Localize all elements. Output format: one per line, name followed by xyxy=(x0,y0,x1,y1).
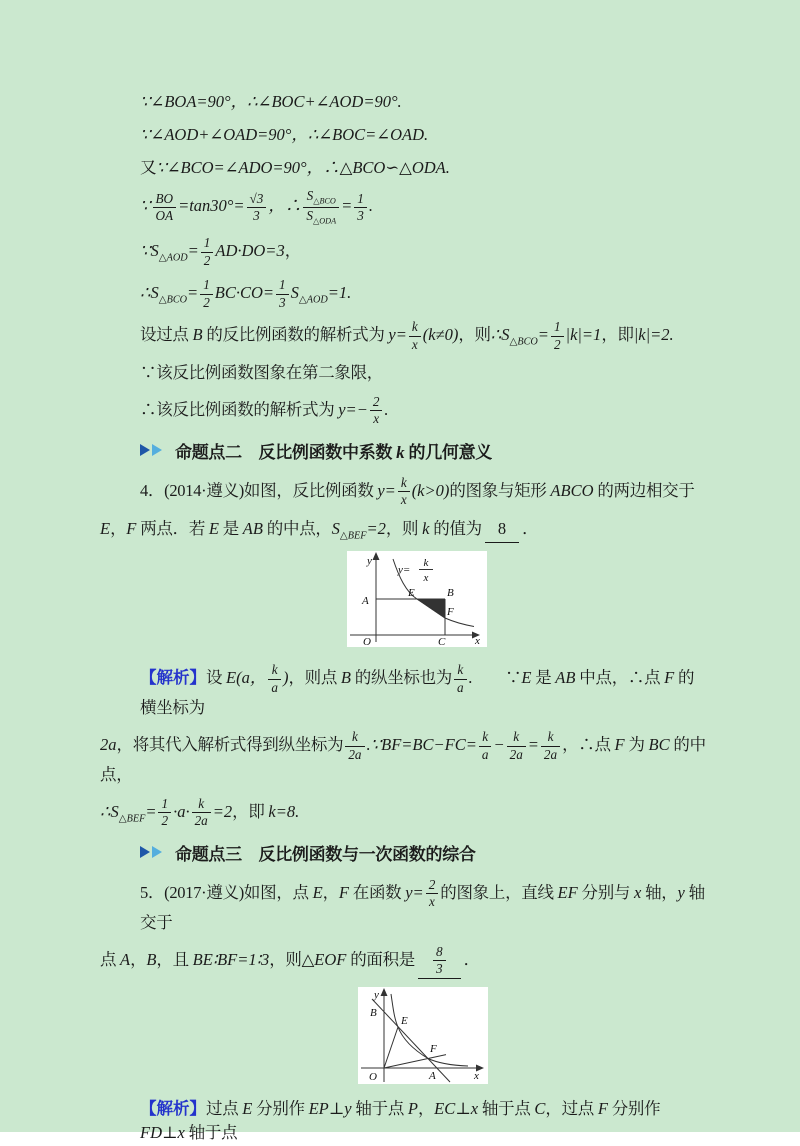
math-run: = xyxy=(527,734,539,754)
math-run: BE∶BF=1∶3 xyxy=(192,949,270,969)
math-run-subscripted: $S_{\triangle AOD}$ xyxy=(290,282,328,306)
chinese-text-run: 过点 xyxy=(206,1098,243,1118)
math-run: C xyxy=(534,1098,546,1118)
analysis-tag: 【解析】 xyxy=(140,1098,206,1118)
math-run: ∴ xyxy=(100,801,111,821)
math-run: ∴ xyxy=(140,282,151,302)
chinese-text-run: 轴于点 xyxy=(478,1098,535,1118)
math-run: ∵ xyxy=(140,240,151,260)
figure-problem5-svg xyxy=(358,987,488,1084)
math-run: F xyxy=(338,882,349,902)
fraction-numerator: 1 xyxy=(200,277,213,295)
chinese-text-run: ， xyxy=(417,1098,435,1118)
math-run: 2a xyxy=(100,734,117,754)
fraction-denominator: a xyxy=(457,679,464,695)
math-run: . xyxy=(468,668,473,688)
chinese-text-run: 的中点， xyxy=(262,518,332,538)
math-run: y= xyxy=(388,324,407,344)
chinese-text-run: 的中点， xyxy=(100,734,706,785)
math-run: = xyxy=(145,801,157,821)
chinese-text-run: 点 xyxy=(100,949,121,969)
math-run: x xyxy=(633,882,642,902)
analysis4-block xyxy=(100,662,708,830)
fraction-numerator: k xyxy=(345,729,364,747)
analysis-tag: 【解析】 xyxy=(140,668,206,688)
math-run: E xyxy=(208,518,219,538)
fraction xyxy=(409,319,421,353)
subscript: △AOD xyxy=(158,252,188,264)
chinese-text-run: 又 xyxy=(140,157,157,177)
fraction xyxy=(192,796,211,830)
math-run: EC⊥x xyxy=(434,1098,479,1118)
fraction xyxy=(426,877,439,911)
fraction-denominator: 3 xyxy=(279,294,286,310)
point-label-O: O xyxy=(369,1070,377,1083)
text-line xyxy=(100,235,708,269)
text-line xyxy=(100,123,708,148)
arrow-light xyxy=(152,444,162,456)
fraction xyxy=(541,729,560,763)
math-run-subscripted: $S_{\triangle AOD}$ xyxy=(150,240,188,264)
math-run: F xyxy=(664,668,675,688)
chinese-text-run: ，将其代入解析式得到纵坐标为 xyxy=(116,734,344,754)
fraction-denominator: $S_{\triangle ODA}$ xyxy=(306,208,337,226)
point-label-O: O xyxy=(363,636,371,649)
arrow-light xyxy=(152,846,162,858)
point-label-A: A xyxy=(362,595,369,608)
fraction-numerator: 1 xyxy=(354,191,367,209)
fraction-numerator: k xyxy=(268,662,281,680)
chinese-text-run: ． xyxy=(463,949,480,969)
subscript: △AOD xyxy=(298,294,328,306)
point-label-A: A xyxy=(429,1069,436,1082)
chinese-text-run: ， xyxy=(322,882,339,902)
subscript: △BEF xyxy=(339,530,367,542)
math-run: (k≠0) xyxy=(422,324,459,344)
fraction xyxy=(507,729,526,763)
fraction-denominator: 2a xyxy=(543,746,558,762)
chinese-text-run: ， xyxy=(110,518,127,538)
math-run: |k|=2. xyxy=(633,324,674,344)
chinese-text-run: 的图象上，直线 xyxy=(440,882,558,902)
axis-label-x: x xyxy=(475,635,480,648)
point-label-E: E xyxy=(408,587,415,600)
fraction xyxy=(345,729,364,763)
math-run: =2 xyxy=(212,801,233,821)
fraction-numerator: k xyxy=(479,729,492,747)
analysis5-block xyxy=(100,1097,708,1146)
figure-problem5 xyxy=(358,987,488,1089)
math-run: . xyxy=(384,399,389,419)
math-run: F xyxy=(614,734,625,754)
math-run: y=− xyxy=(338,399,368,419)
fraction-numerator: k xyxy=(507,729,526,747)
math-run: A xyxy=(120,949,131,969)
chinese-text-run: 分别作 xyxy=(252,1098,309,1118)
math-run: = xyxy=(187,240,199,260)
fraction xyxy=(433,944,446,978)
fraction-denominator: 2 xyxy=(203,294,210,310)
fraction-numerator: $S_{\triangle BCO}$ xyxy=(303,188,339,208)
chinese-text-run: 的两边相交于 xyxy=(593,480,695,500)
fraction-numerator: k xyxy=(409,319,421,337)
fraction-numerator: BO xyxy=(153,191,177,209)
math-run: (k>0) xyxy=(411,480,450,500)
fraction-numerator: k xyxy=(541,729,560,747)
text-line xyxy=(100,277,708,311)
answer-blank: 8 xyxy=(485,517,519,543)
math-run: B xyxy=(146,949,157,969)
chinese-text-run: ，∴点 xyxy=(562,734,615,754)
chinese-text-run: 的横坐标为 xyxy=(140,668,695,718)
text-line xyxy=(100,361,708,386)
problem5-block xyxy=(100,877,708,979)
math-run: E xyxy=(521,668,532,688)
chinese-text-run: 5．(2017·遵义)如图，点 xyxy=(140,882,313,902)
chinese-text-run: 两点．若 xyxy=(136,518,209,538)
math-run: ∵ xyxy=(140,196,151,216)
math-run: k xyxy=(396,442,405,462)
axis-label-y: y xyxy=(367,555,372,568)
chinese-text-run: 分别与 xyxy=(577,882,634,902)
chinese-text-run: ，则点 xyxy=(288,668,341,688)
math-run-subscripted: $S_{\triangle BCO}$ xyxy=(501,324,538,348)
math-run-subscripted: $S_{\triangle BEF}$ xyxy=(110,801,146,824)
math-run: B xyxy=(192,324,203,344)
math-run: AD·DO=3 xyxy=(215,240,285,260)
fraction xyxy=(479,729,492,763)
math-run: EP⊥y xyxy=(308,1098,352,1118)
math-run: =1. xyxy=(327,282,352,302)
text-line xyxy=(100,877,708,936)
text-line xyxy=(100,944,708,979)
math-run: E xyxy=(242,1098,253,1118)
fraction-numerator: 1 xyxy=(158,796,171,814)
math-run: ) xyxy=(282,668,289,688)
chinese-text-run: 的图象与矩形 xyxy=(449,480,551,500)
fraction-numerator: k xyxy=(454,662,467,680)
fraction xyxy=(200,277,213,311)
math-run-subscripted: $S_{\triangle BEF}$ xyxy=(331,518,367,542)
math-run: =tan30°= xyxy=(178,196,245,216)
chinese-text-run: 是 xyxy=(218,518,243,538)
math-run: . xyxy=(368,196,373,216)
chinese-text-run: ， xyxy=(130,949,147,969)
math-run: y xyxy=(677,882,685,902)
math-run: BC xyxy=(648,734,670,754)
axis-label-y: y xyxy=(374,988,379,1001)
fraction-denominator: x xyxy=(400,492,407,508)
problem4-block xyxy=(100,475,708,544)
text-line xyxy=(100,662,708,721)
chinese-text-run: ，即 xyxy=(601,324,634,344)
fraction-denominator: 3 xyxy=(357,208,364,224)
text-line xyxy=(100,156,708,181)
math-run: E xyxy=(312,882,323,902)
math-run: ∴ xyxy=(490,324,502,344)
fraction-denominator: 2a xyxy=(509,746,523,762)
text-line xyxy=(100,1097,708,1146)
subscript: △ODA xyxy=(312,216,337,226)
fraction-denominator: a xyxy=(271,679,278,695)
fraction-numerator: 1 xyxy=(201,235,214,253)
figure-background xyxy=(358,987,488,1084)
subscript: △BCO xyxy=(158,294,188,306)
fraction-denominator: 2 xyxy=(161,813,169,829)
math-run: = xyxy=(187,282,199,302)
text-line xyxy=(100,188,708,227)
math-run: F xyxy=(126,518,137,538)
arrow-dark xyxy=(140,444,150,456)
fraction-numerator: k xyxy=(398,475,410,493)
chinese-text-run: 中点，∴点 xyxy=(575,668,665,688)
fraction-numerator: 8 xyxy=(433,944,446,962)
fraction xyxy=(551,319,564,353)
math-run: △EOF xyxy=(301,949,347,969)
function-label-denominator: x xyxy=(423,572,429,585)
math-run: B xyxy=(340,668,351,688)
function-label-numerator: k xyxy=(423,557,429,570)
chinese-text-run: 命题点二 反比例函数中系数 xyxy=(175,442,397,462)
proof-block xyxy=(100,90,708,428)
math-run: ，∴ xyxy=(268,196,302,216)
subscript: △BCO xyxy=(509,336,538,348)
math-run: = xyxy=(341,196,353,216)
math-run: AB xyxy=(555,668,576,688)
chinese-text-run: 在函数 xyxy=(348,882,406,902)
point-label-F: F xyxy=(447,606,454,619)
chinese-text-run: 轴交于 xyxy=(140,882,705,932)
chinese-text-run: ∴该反比例函数的解析式为 xyxy=(140,399,339,419)
fraction xyxy=(370,394,383,428)
math-run: =2 xyxy=(366,518,386,538)
chinese-text-run: 的面积是 xyxy=(346,949,416,969)
answer-blank xyxy=(418,944,461,979)
text-line xyxy=(100,90,708,115)
chinese-text-run: 的反比例函数的解析式为 xyxy=(202,324,389,344)
axis-label-x: x xyxy=(474,1069,479,1082)
fraction xyxy=(268,662,281,696)
section-header-topic3 xyxy=(100,840,708,865)
fraction xyxy=(153,191,177,225)
chinese-text-run: ，过点 xyxy=(545,1098,598,1118)
math-run-subscripted: $S_{\triangle BCO}$ xyxy=(150,282,188,306)
chinese-text-run: ∵该反比例函数图象在第二象限， xyxy=(140,363,384,382)
math-run: ∵∠BCO=∠ADO=90°，∴△BCO∽△ODA. xyxy=(156,157,450,177)
fraction-denominator: 3 xyxy=(253,208,260,224)
chinese-text-run: 的值为 xyxy=(429,518,482,538)
chinese-text-run: 命题点三 反比例函数与一次函数的综合 xyxy=(175,844,476,864)
math-run: k=8. xyxy=(268,801,300,821)
math-run: FD⊥x xyxy=(140,1123,185,1143)
fraction-denominator: 2a xyxy=(348,746,362,762)
fraction xyxy=(247,191,267,225)
fraction xyxy=(303,188,339,227)
math-run: ∵∠AOD+∠OAD=90°，∴∠BOC=∠OAD. xyxy=(140,124,429,144)
fraction-numerator: 1 xyxy=(276,277,289,295)
arrow-dark xyxy=(140,846,150,858)
math-run: F xyxy=(597,1098,608,1118)
math-run: y= xyxy=(377,480,396,500)
text-line xyxy=(100,319,708,353)
chinese-text-run: ，且 xyxy=(156,949,193,969)
fraction-numerator: k xyxy=(192,796,211,814)
chinese-text-run: ，即 xyxy=(232,801,269,821)
fraction-denominator: 2 xyxy=(553,336,561,352)
point-label-B: B xyxy=(370,1006,377,1019)
text-line xyxy=(100,796,708,830)
point-label-C: C xyxy=(438,636,446,649)
chinese-text-run: 轴， xyxy=(641,882,678,902)
math-run: y= xyxy=(405,882,424,902)
fraction-denominator: 2 xyxy=(203,252,211,268)
point-label-E: E xyxy=(401,1014,408,1027)
subscript: △BEF xyxy=(118,812,146,824)
function-label-lhs: y= xyxy=(398,564,411,577)
math-run: k xyxy=(422,518,430,538)
text-line xyxy=(100,394,708,428)
fraction-denominator: a xyxy=(481,746,489,762)
math-run: EF xyxy=(557,882,578,902)
fraction-denominator: x xyxy=(411,336,418,352)
fraction xyxy=(201,235,214,269)
chinese-text-run: ． xyxy=(522,518,539,538)
subscript: △BCO xyxy=(313,196,336,206)
chinese-text-run: ，则 xyxy=(385,518,423,538)
double-right-arrows-icon xyxy=(140,443,166,457)
text-line xyxy=(100,475,708,509)
section-title xyxy=(175,438,492,463)
math-run: BC·CO= xyxy=(214,282,275,302)
chinese-text-run: 分别作 xyxy=(607,1098,661,1118)
text-line xyxy=(100,517,708,544)
chinese-text-run: 的纵坐标也为 xyxy=(350,668,453,688)
fraction-denominator: x xyxy=(373,411,380,427)
point-label-F: F xyxy=(430,1042,437,1055)
section-title xyxy=(175,840,476,865)
chinese-text-run: ，则 xyxy=(269,949,302,969)
math-run: .∵BF=BC−FC= xyxy=(366,734,477,754)
chinese-text-run: 轴于点 xyxy=(184,1123,238,1143)
chinese-text-run: 的几何意义 xyxy=(404,442,493,462)
fraction-denominator: 3 xyxy=(436,961,443,977)
math-run: ·a· xyxy=(173,801,190,821)
math-run: E xyxy=(100,518,111,538)
figure-problem4-svg xyxy=(347,551,487,647)
point-label-B: B xyxy=(447,587,454,600)
fraction xyxy=(158,796,171,830)
section-header-topic2 xyxy=(100,438,708,463)
chinese-text-run: 为 xyxy=(624,734,649,754)
chinese-text-run: ，则 xyxy=(458,324,491,344)
math-run: − xyxy=(493,734,505,754)
chinese-text-run: 设过点 xyxy=(140,324,193,344)
fraction-numerator: 2 xyxy=(370,394,383,412)
fraction-numerator: √3 xyxy=(247,191,267,209)
text-line xyxy=(100,729,708,788)
figure-problem4 xyxy=(347,551,487,652)
fraction xyxy=(276,277,289,311)
fraction-numerator: 2 xyxy=(426,877,439,895)
math-run: E(a， xyxy=(226,668,267,688)
fraction xyxy=(398,475,410,509)
math-run: |k|=1 xyxy=(565,324,602,344)
chinese-text-run: 是 xyxy=(531,668,556,688)
fraction-denominator: 2a xyxy=(194,813,208,829)
math-run: ABCO xyxy=(550,480,594,500)
chinese-text-run: ∵ xyxy=(472,668,522,688)
math-run: AB xyxy=(242,518,263,538)
chinese-text-run: 轴于点 xyxy=(351,1098,408,1118)
fraction xyxy=(354,191,367,225)
fraction-denominator: OA xyxy=(155,208,174,224)
chinese-text-run: 设 xyxy=(206,668,227,688)
fraction xyxy=(454,662,467,696)
chinese-text-run: ， xyxy=(284,240,301,260)
fraction-numerator: 1 xyxy=(551,319,564,337)
math-run: P xyxy=(407,1098,418,1118)
math-run: = xyxy=(537,324,549,344)
math-run: ∵∠BOA=90°，∴∠BOC+∠AOD=90°. xyxy=(140,92,402,111)
double-right-arrows-icon xyxy=(140,845,166,859)
chinese-text-run: 4．(2014·遵义)如图，反比例函数 xyxy=(140,480,378,500)
fraction-denominator: x xyxy=(429,894,435,910)
